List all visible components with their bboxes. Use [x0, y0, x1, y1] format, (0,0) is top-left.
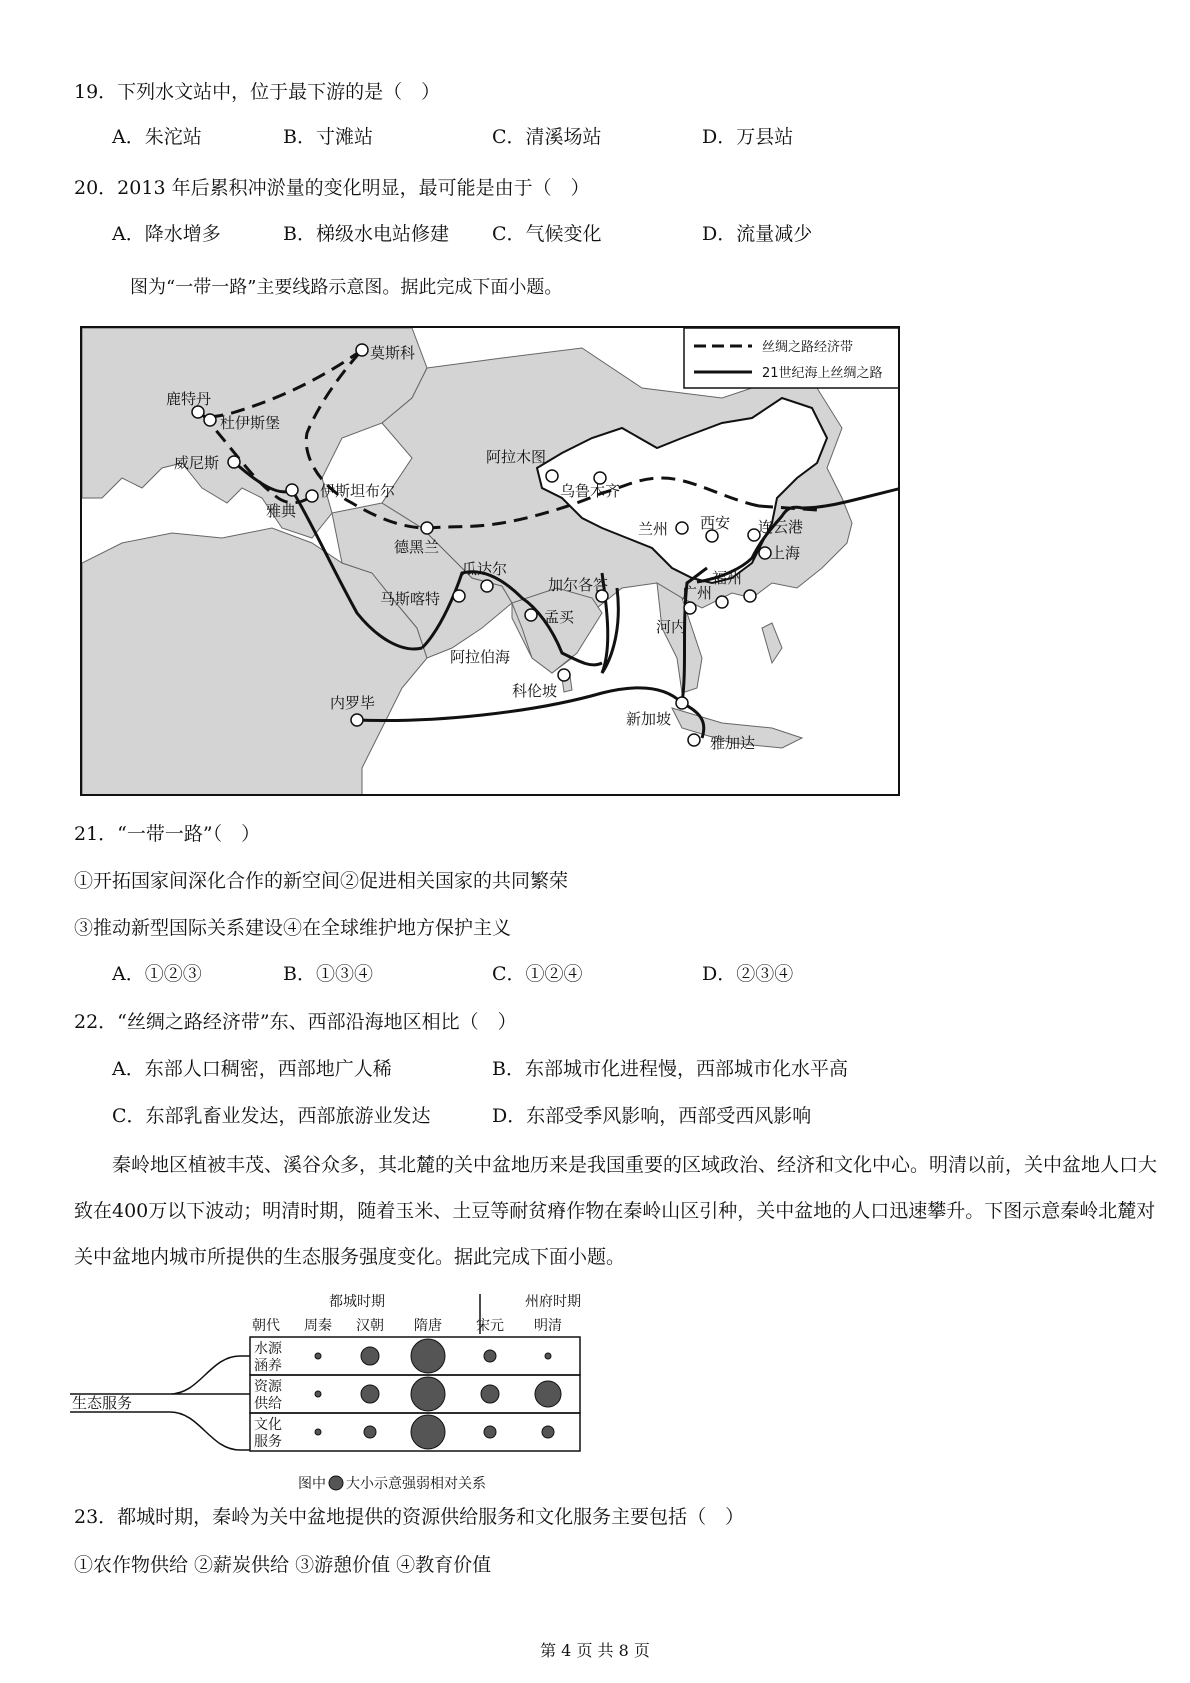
eco-row-label: 水源 — [254, 1341, 282, 1357]
city-almaty-marker — [546, 470, 558, 482]
q21-option-c: C．①②④ — [492, 963, 583, 985]
city-guangzhou-marker — [716, 596, 728, 608]
label-singapore: 新加坡 — [626, 710, 672, 728]
philippines-landmass — [762, 623, 782, 663]
label-hanoi: 河内 — [656, 618, 687, 636]
label-rotterdam: 鹿特丹 — [166, 390, 212, 408]
eco-dynasty-label: 明清 — [534, 1318, 562, 1334]
q22-option-b: B．东部城市化进程慢，西部城市化水平高 — [492, 1058, 848, 1080]
label-kolkata: 加尔各答 — [548, 576, 609, 594]
eco-caption-circle-icon — [329, 1476, 343, 1490]
q19-option-d: D．万县站 — [702, 126, 794, 148]
eco-intensity-circle — [542, 1426, 554, 1438]
q20-stem: 20．2013 年后累积冲淤量的变化明显，最可能是由于（ ） — [74, 177, 590, 199]
city-gwadar-marker — [481, 580, 493, 592]
q21-option-d: D．②③④ — [702, 963, 794, 985]
label-moscow: 莫斯科 — [370, 344, 416, 362]
legend-belt-label: 丝绸之路经济带 — [762, 340, 854, 355]
label-venice: 威尼斯 — [174, 454, 220, 472]
eco-period-capital: 都城时期 — [329, 1294, 385, 1310]
q20-option-d: D．流量减少 — [702, 223, 813, 245]
label-colombo: 科伦坡 — [512, 682, 558, 700]
label-jakarta: 雅加达 — [710, 734, 756, 752]
city-moscow-marker — [356, 344, 368, 356]
eco-intensity-circle — [364, 1426, 376, 1438]
eco-caption-after: 大小示意强弱相对关系 — [346, 1476, 486, 1492]
belt-road-map — [80, 326, 900, 796]
eco-intensity-circle — [411, 1339, 445, 1373]
eco-intensity-circle — [545, 1353, 551, 1359]
label-lanzhou: 兰州 — [638, 520, 669, 538]
label-istanbul: 伊斯坦布尔 — [320, 482, 396, 500]
city-singapore-marker — [676, 697, 688, 709]
qinling-passage — [74, 1142, 1164, 1280]
q21-option-b: B．①③④ — [283, 963, 373, 985]
eco-service-diagram — [70, 1290, 630, 1492]
eco-dynasty-label: 周秦 — [304, 1318, 332, 1334]
city-fuzhou-marker — [744, 590, 756, 602]
eco-intensity-circle — [361, 1347, 379, 1365]
eco-header-dynasty: 朝代 — [252, 1318, 280, 1334]
city-muscat-marker — [453, 590, 465, 602]
city-duisburg-marker — [204, 414, 216, 426]
label-duisburg: 杜伊斯堡 — [220, 414, 281, 432]
q21-items-line1: ①开拓国家间深化合作的新空间②促进相关国家的共同繁荣 — [74, 870, 569, 892]
city-mumbai-marker — [525, 609, 537, 621]
eco-intensity-circle — [484, 1350, 496, 1362]
city-tehran-marker — [421, 522, 433, 534]
label-almaty: 阿拉木图 — [486, 448, 547, 466]
city-hanoi-marker — [684, 602, 696, 614]
q20-option-c: C．气候变化 — [492, 223, 602, 245]
eco-dynasty-label: 汉朝 — [356, 1318, 384, 1334]
label-nairobi: 内罗毕 — [330, 694, 376, 712]
eco-intensity-circle — [361, 1385, 379, 1403]
city-venice-marker — [228, 456, 240, 468]
page-footer: 第 4 页 共 8 页 — [540, 1641, 650, 1660]
label-athens: 雅典 — [266, 502, 297, 520]
eco-row-label: 涵养 — [254, 1358, 282, 1374]
eco-intensity-circle — [535, 1381, 561, 1407]
city-colombo-marker — [558, 669, 570, 681]
q19-option-a: A．朱沱站 — [112, 126, 202, 148]
city-jakarta-marker — [688, 734, 700, 746]
eco-row-label: 服务 — [254, 1434, 282, 1450]
eco-caption-before: 图中 — [298, 1476, 326, 1492]
label-xian: 西安 — [700, 514, 731, 532]
eco-period-prefecture: 州府时期 — [525, 1294, 581, 1310]
q19-stem: 19．下列水文站中，位于最下游的是（ ） — [74, 81, 441, 103]
city-lanzhou-marker — [676, 522, 688, 534]
eco-dynasty-label: 隋唐 — [414, 1318, 442, 1334]
eco-diagram-canvas — [70, 1290, 630, 1492]
eco-intensity-circle — [411, 1377, 445, 1411]
legend-road-label: 21世纪海上丝绸之路 — [762, 366, 883, 381]
eco-dynasty-label: 宋元 — [476, 1318, 504, 1334]
q22-stem: 22．“丝绸之路经济带”东、西部沿海地区相比（ ） — [74, 1011, 517, 1033]
q21-stem: 21．“一带一路”（ ） — [74, 823, 261, 845]
eco-intensity-circle — [411, 1415, 445, 1449]
q19-option-c: C．清溪场站 — [492, 126, 602, 148]
eco-root-label: 生态服务 — [72, 1394, 133, 1412]
city-athens-marker — [286, 484, 298, 496]
eco-row-label: 文化 — [254, 1417, 282, 1433]
q20-option-a: A．降水增多 — [112, 223, 221, 245]
q21-items-line2: ③推动新型国际关系建设④在全球维护地方保护主义 — [74, 917, 512, 939]
label-tehran: 德黑兰 — [394, 538, 440, 556]
label-arabian-sea: 阿拉伯海 — [450, 648, 511, 666]
label-lianyungang: 连云港 — [758, 518, 804, 536]
label-guangzhou: 广州 — [682, 584, 713, 602]
q23-stem: 23．都城时期，秦岭为关中盆地提供的资源供给服务和文化服务主要包括（ ） — [74, 1506, 745, 1528]
label-urumqi: 乌鲁木齐 — [560, 482, 621, 500]
eco-row-label: 供给 — [254, 1396, 282, 1412]
map-intro: 图为“一带一路”主要线路示意图。据此完成下面小题。 — [130, 277, 563, 298]
q22-option-a: A．东部人口稠密，西部地广人稀 — [112, 1058, 392, 1080]
q21-option-a: A．①②③ — [112, 963, 202, 985]
label-gwadar: 瓜达尔 — [462, 560, 508, 578]
q23-items: ①农作物供给 ②薪炭供给 ③游憩价值 ④教育价值 — [74, 1554, 492, 1576]
eco-intensity-circle — [315, 1353, 321, 1359]
eco-intensity-circle — [481, 1385, 499, 1403]
q22-option-d: D．东部受季风影响，西部受西风影响 — [492, 1105, 812, 1127]
label-muscat: 马斯喀特 — [380, 590, 441, 608]
city-istanbul-marker — [306, 490, 318, 502]
qinling-passage-text: 秦岭地区植被丰茂、溪谷众多，其北麓的关中盆地历来是我国重要的区域政治、经济和文化中心。明清以前，关中盆地人口大致在400万以下波动；明清时期，随着玉米、土豆等耐贫瘠作物在秦岭山区引种，关中盆地的人口迅速攀升。下图示意秦岭北麓对关中盆地内城市所提供的生态服务强度变化。据此完成下面小题。 — [74, 1154, 1158, 1268]
eco-intensity-circle — [315, 1429, 321, 1435]
q22-option-c: C．东部乳畜业发达，西部旅游业发达 — [112, 1105, 431, 1127]
city-nairobi-marker — [351, 714, 363, 726]
eco-intensity-circle — [484, 1426, 496, 1438]
map-canvas — [82, 328, 900, 796]
eco-intensity-circle — [315, 1391, 321, 1397]
eco-row-label: 资源 — [254, 1379, 282, 1395]
label-fuzhou: 福州 — [712, 569, 743, 587]
label-shanghai: 上海 — [770, 544, 801, 562]
q19-option-b: B．寸滩站 — [283, 126, 373, 148]
label-mumbai: 孟买 — [544, 608, 575, 626]
q20-option-b: B．梯级水电站修建 — [283, 223, 449, 245]
